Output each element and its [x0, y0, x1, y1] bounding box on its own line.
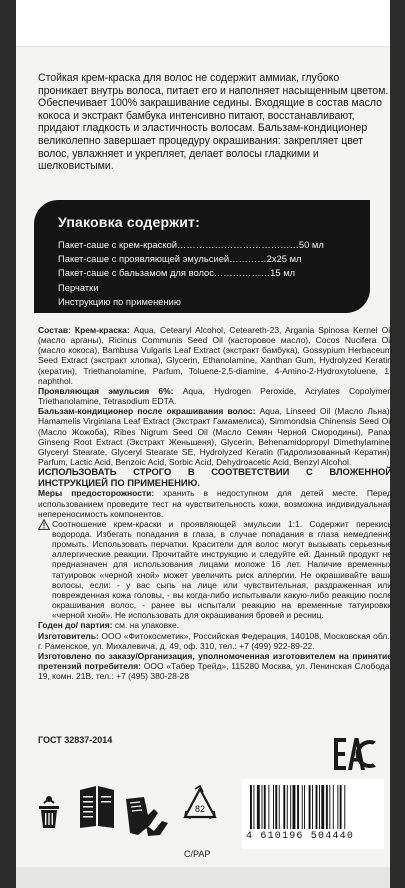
barcode-bar [304, 785, 305, 829]
warning-triangle-icon [38, 519, 50, 530]
precautions-label: Меры предосторожности: [38, 488, 155, 499]
barcode-bar [340, 785, 342, 829]
barcode-bar [279, 785, 280, 829]
recycle-icon [182, 785, 218, 849]
recycle-number: 82 [194, 804, 206, 814]
barcode-digits: 4 610196 504440 [246, 831, 355, 842]
barcode-bar [273, 785, 274, 829]
barcode-bar [275, 785, 277, 829]
eac-mark-graphic [332, 734, 380, 774]
barcode-bar [257, 785, 260, 829]
composition-balm-label: Бальзам-кондиционер после окрашивания волос: [38, 406, 256, 417]
package-contents-title: Упаковка содержит: [58, 214, 200, 230]
package-item: Пакет-саше с проявляющей эмульсией…………2х25 мл [58, 253, 302, 265]
precautions-text: хранить в недоступном для детей месте. Перед использованием проведите тест на чувствительность кожи, возможна индивидуальная непереносимость компонентов. [38, 488, 392, 519]
barcode-bar [290, 785, 291, 829]
batch-label: Годен до/ партия: [38, 620, 113, 631]
precautions [38, 488, 392, 518]
composition-emulsion [38, 386, 392, 406]
gost-standard: ГОСТ 32837-2014 [38, 735, 113, 745]
gloves-icon [124, 795, 170, 837]
barcode-bar [319, 785, 320, 829]
order-text: ООО «Табер Трейд», 115280 Москва, ул. Ленинская Слобода, 19, комн. 21В. тел.: +7 (495) 380-28-28 [38, 661, 392, 682]
recycle-label: C/PAP [184, 849, 211, 859]
barcode-bars [248, 785, 378, 831]
batch-text: см. на упаковке. [114, 620, 180, 631]
bottom-edge [16, 867, 390, 888]
barcode-bar [283, 785, 285, 829]
manufacturer-info [38, 631, 392, 651]
manufacturer-label: Изготовитель: [38, 630, 99, 641]
composition-emulsion-label: Проявляющая эмульсия 6%: [38, 385, 174, 396]
barcode-bar [253, 785, 254, 829]
barcode-bar [309, 785, 311, 829]
package-item: Инструкцию по применению [58, 295, 181, 307]
package-label [16, 0, 390, 888]
composition-cream-label: Состав: Крем-краска: [38, 325, 130, 335]
composition-cream [38, 325, 392, 386]
barcode-bar [321, 785, 324, 829]
barcode [242, 779, 384, 849]
barcode-bar [287, 785, 288, 829]
barcode-bar [250, 785, 252, 829]
barcode-bar [264, 785, 266, 829]
composition-balm-text: Aqua, Linseed Oil (Масло Льна), Hamamelis Virginiana Leaf Extract (Экстракт Гамамелиса), Simmondsia Chinensis Seed Oil (Масло Жожоба), Ribes Nigrum Seed Oil (Масло Семян Черной Смородины), Panax Ginseng Root Extract (Экстракт Женьшеня), Glycerin, Behenamidopropyl Dimethylamine, Glyceryl Stearate, Glyceryl Stearate SE, Hydrolyzed Keratin (Гидролизованный Кератин), Parfum, Lactic Acid, Benzoic Acid, Sorbic Acid, Dehydroacetic Acid, Benzyl Alcohol. [38, 406, 392, 468]
order-info [38, 651, 392, 681]
barcode-bar [262, 785, 263, 829]
package-item: Перчатки [58, 281, 99, 293]
barcode-bar [293, 785, 296, 829]
barcode-bar [326, 785, 328, 829]
package-contents-box [34, 200, 370, 313]
barcode-bar [297, 785, 299, 829]
manufacturer-text: ООО «Фитокосметик», Российская Федерация, 140108, Московская обл., г. Раменское, ул. Михалевича, д. 49, оф. 310, тел.: +7 (499) 922-89-22. [38, 630, 392, 651]
warning-paragraph [38, 519, 392, 621]
barcode-bar [312, 785, 313, 829]
package-item: Пакет-саше с крем-краской…………………………………50 мл [58, 239, 324, 250]
barcode-bar [337, 785, 338, 829]
label-body-text [38, 325, 392, 681]
batch-info [38, 620, 392, 630]
use-strictly-notice: ИСПОЛЬЗОВАТЬ СТРОГО В СООТВЕТСТВИИ С ВЛОЖЕННОЙ ИНСТРУКЦИЕЙ ПО ПРИМЕНЕНИЮ. [38, 466, 392, 488]
barcode-bar [316, 785, 318, 829]
read-instructions-icon [76, 782, 118, 832]
barcode-bar [302, 785, 303, 829]
order-label: Изготовлено по заказу/Организация, уполномоченная изготовителем на принятие претензий потребителя: [38, 650, 392, 672]
composition-emulsion-text: Aqua, Hydrogen Peroxide, Acrylates Copolymer, Triethanolamine, Tetrasodium EDTA. [38, 385, 392, 407]
trash-bin-icon [36, 794, 62, 834]
composition-cream-text: Aqua, Cetearyl Alcohol, Ceteareth-23, Argania Spinosa Kernel Oil (масло арганы), Ricinus Communis Seed Oil (касторовое масло), Cocos Nucifera Oil (масло кокоса), Bambusa Vulgaris Leaf Extract (экстракт бамбука), Gossypium Herbaceum Seed Extract (экстракт хлопка), Glycerin, Ethanolamine, Xanthan Gum, Hydrolyzed Keratin (кератин), Triethanolamine, Parfum, Toluene-2,5-diamine, 4-Amino-2-Hydroxytoluene, 1-naphthol. [38, 325, 392, 386]
barcode-bar [333, 785, 334, 829]
package-contents-list [58, 238, 358, 309]
eac-mark [332, 734, 380, 774]
composition-balm [38, 406, 392, 467]
intro-description: Стойкая крем-краска для волос не содержит аммиак, глубоко проникает внутрь волоса, питает его и наполняет насыщенным цветом. Обеспечивает 100% закрашивание седины. Входящие в состав масло кокоса и экстракт бамбука интенсивно питают, восстанавливают, придают гладкость и эластичность волосам. Бальзам-кондиционер великолепно завершает процедуру окрашивания: закрепляет цвет волос, увлажняет и укрепляет, делает волосы гладкими и шелковистыми. [38, 72, 389, 173]
barcode-bar [268, 785, 269, 829]
barcode-bar [344, 785, 345, 829]
package-item: Пакет-саше с бальзамом для волос………………15 мл [58, 267, 296, 279]
warning-text: Соотношение крем-краски и проявляющей эмульсии 1:1. Содержит перекись водорода. Избегать попадания в глаза, в случае попадания в глаза немедленно промыть. Использовать перчатки. Красители для волос могут вызывать серьезные аллергические реакции. Прочитайте инструкцию и следуйте ей. Данный продукт не предназначен для использования лицами моложе 16 лет. Наличие временных татуировок «черной хной» может увеличить риск аллергии. Не окрашивайте ваши волосы, если: - у вас сыпь на лице или чувствительная, раздраженная или поврежденная кожа головы, - вы когда-либо испытывали какую-либо реакцию после окрашивания волос, - ранее вы испытали реакцию на временные татуировки «черной хной». Не использовать для окрашивания бровей и ресниц. [52, 518, 392, 621]
top-edge [16, 0, 390, 47]
barcode-bar [329, 785, 330, 829]
